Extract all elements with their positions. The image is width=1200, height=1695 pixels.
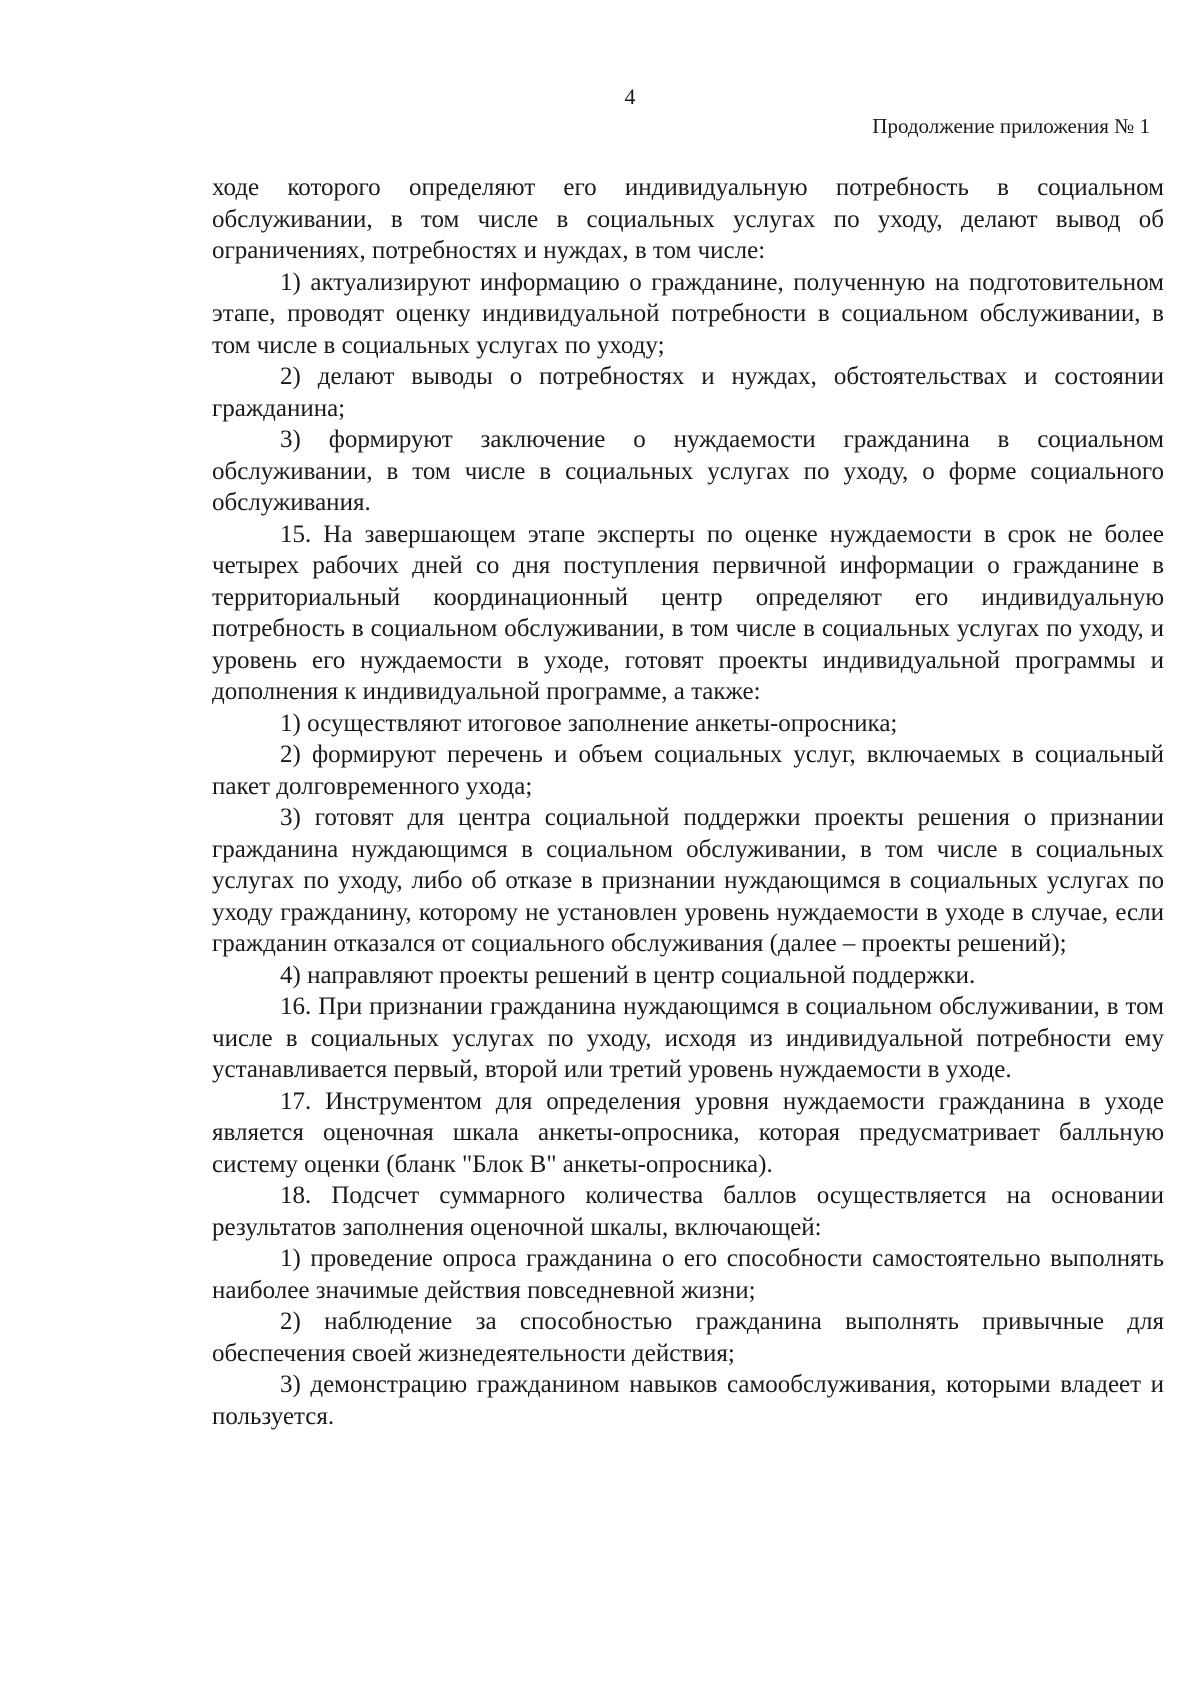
continuation-note: Продолжение приложения № 1 xyxy=(872,114,1150,138)
paragraph: 15. На завершающем этапе эксперты по оценке нуждаемости в срок не более четырех рабочих дней со дня поступления первичной информации о гражданине в территориальный координационный центр определяют его индивидуальную потребность в социальном обслуживании, в том числе в социальных услугах по уходу, и уровень его нуждаемости в уходе, готовят проекты индивидуальной программы и дополнения к индивидуальной программе, а также: xyxy=(212,520,1164,705)
paragraph: 2) формируют перечень и объем социальных услуг, включаемых в социальный пакет долговременного ухода; xyxy=(212,741,1164,800)
paragraph: 17. Инструментом для определения уровня нуждаемости гражданина в уходе является оценочная шкала анкеты-опросника, которая предусматривает балльную систему оценки (бланк "Блок В" анкеты-опросника). xyxy=(212,1087,1164,1178)
page-number: 4 xyxy=(624,84,636,109)
paragraph: 18. Подсчет суммарного количества баллов осуществляется на основании результатов заполнения оценочной шкалы, включающей: xyxy=(212,1182,1164,1241)
paragraph: 3) формируют заключение о нуждаемости гражданина в социальном обслуживании, в том числе в социальных услугах по уходу, о форме социального обслуживания. xyxy=(212,426,1164,516)
paragraph: ходе которого определяют его индивидуальную потребность в социальном обслуживании, в том числе в социальных услугах по уходу, делают вывод об ограничениях, потребностях и нуждах, в том числе: xyxy=(212,174,1164,264)
body-text xyxy=(212,172,1164,1432)
paragraph: 1) актуализируют информацию о гражданине, полученную на подготовительном этапе, проводят оценку индивидуальной потребности в социальном обслуживании, в том числе в социальных услугах по уходу; xyxy=(212,268,1164,359)
paragraph: 2) делают выводы о потребностях и нуждах, обстоятельствах и состоянии гражданина; xyxy=(212,363,1164,422)
paragraph: 2) наблюдение за способностью гражданина выполнять привычные для обеспечения своей жизнедеятельности действия; xyxy=(212,1308,1164,1367)
paragraph: 1) проведение опроса гражданина о его способности самостоятельно выполнять наиболее значимые действия повседневной жизни; xyxy=(212,1245,1164,1304)
paragraph: 16. При признании гражданина нуждающимся в социальном обслуживании, в том числе в социальных услугах по уходу, исходя из индивидуальной потребности ему устанавливается первый, второй или третий уровень нуждаемости в уходе. xyxy=(212,993,1164,1083)
paragraph: 1) осуществляют итоговое заполнение анкеты-опросника; xyxy=(280,709,898,737)
paragraph: 3) демонстрацию гражданином навыков самообслуживания, которыми владеет и пользуется. xyxy=(212,1371,1164,1430)
paragraph: 3) готовят для центра социальной поддержки проекты решения о признании гражданина нуждающимся в социальном обслуживании, в том числе в социальных услугах по уходу, либо об отказе в признании нуждающимся в социальных услугах по уходу гражданину, которому не установлен уровень нуждаемости в уходе в случае, если гражданин отказался от социального обслуживания (далее – проекты решений); xyxy=(212,804,1164,957)
paragraph: 4) направляют проекты решений в центр социальной поддержки. xyxy=(280,961,976,989)
